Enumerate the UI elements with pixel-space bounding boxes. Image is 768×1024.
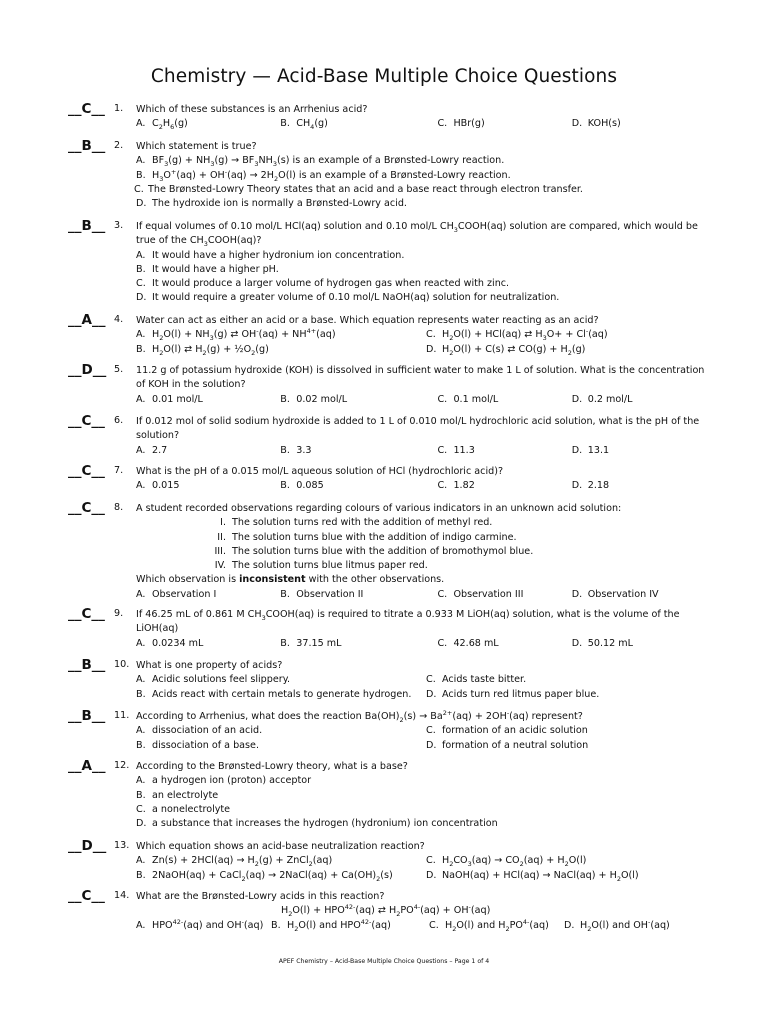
option-c: C. 0.1 mol/L — [437, 393, 499, 405]
option-b: B. $H_2O(l)$ ⇄ $H_2(g)$ + $\frac{1}{2}O_2(g)$ — [136, 343, 269, 357]
option-a: A. $BF_3(g) + NH_3(g) \to BF_3NH_3(s)$ is an example of a Brønsted-Lowry reaction. — [136, 155, 505, 169]
option-c: C. Observation III — [437, 588, 524, 600]
option-b: B. dissociation of a base. — [136, 739, 260, 751]
question-number: 9. — [114, 608, 124, 619]
question-stem: 11.2 g of potassium hydroxide (KOH) is dissolved in sufficient water to make 1 L of solution. What is the concentration of KOH in the solution? — [136, 365, 705, 391]
option-b: B. 2NaOH(aq) + CaCl$_2$(aq) → 2NaCl(aq) + $Ca(OH)_2(s)$ — [136, 869, 393, 883]
option-a: A. 0.0234 mL — [136, 637, 204, 649]
option-d: D. a substance that increases the hydrogen (hydronium) ion concentration — [136, 818, 498, 830]
option-b: B. $H_3O^+(aq) + OH^-(aq) \to 2H_2O(l)$ is an example of a Brønsted-Lowry reaction. — [136, 167, 511, 183]
question-stem: According to Arrhenius, what does the reaction $Ba(OH)_2(s) \to Ba^{2+}(aq) + 2OH^-(aq)$ represent? — [136, 708, 583, 724]
question-stem: A student recorded observations regarding colours of various indicators in an unknown acid solution: — [136, 503, 622, 514]
question-stem: Which equation shows an acid-base neutralization reaction? — [136, 841, 425, 852]
question-stem: Which of these substances is an Arrhenius acid? — [136, 104, 368, 115]
answer-mark: __B__ — [68, 218, 106, 234]
option-c: C. It would produce a larger volume of hydrogen gas when reacted with zinc. — [136, 278, 510, 290]
option-a: A. Observation I — [136, 588, 217, 600]
question-number: 4. — [114, 314, 124, 325]
answer-mark: __B__ — [68, 138, 106, 154]
observation-4: IV. The solution turns blue litmus paper red. — [214, 560, 428, 572]
page-title: Chemistry — Acid-Base Multiple Choice Questions — [150, 66, 618, 87]
answer-mark: __D__ — [68, 362, 107, 378]
question-number: 13. — [114, 840, 130, 851]
question-number: 6. — [114, 415, 124, 426]
option-d: D. It would require a greater volume of 0.10 mol/L NaOH(aq) solution for neutralization. — [136, 292, 560, 304]
question-stem-2: Which observation is inconsistent with the other observations. — [136, 574, 445, 586]
option-d: D. $H_2O(l)$ and OH-(aq) — [564, 917, 670, 933]
answer-mark: __C__ — [68, 888, 105, 904]
question-number: 12. — [114, 760, 130, 771]
option-a: A. $H_2O(l) + NH_3(g)$ ⇄ $OH^-(aq) + NH^{4+}(aq)$ — [136, 327, 336, 343]
question-stem: If 0.012 mol of solid sodium hydroxide is added to 1 L of 0.010 mol/L hydrochloric acid solution, what is the pH of the solution? — [136, 416, 700, 442]
option-a: A. Acidic solutions feel slippery. — [136, 674, 291, 686]
answer-mark: __B__ — [68, 708, 106, 724]
question-stem: If equal volumes of 0.10 mol/L HCl(aq) solution and 0.10 mol/L $CH_3COOH(aq)$ solution are compared, which would be true of the $CH_3COOH(aq)$? — [136, 221, 698, 249]
question-stem: What are the Brønsted-Lowry acids in this reaction? — [136, 891, 385, 902]
question-stem: According to the Brønsted-Lowry theory, what is a base? — [136, 761, 408, 772]
option-b: B. Observation II — [280, 588, 364, 600]
option-b: B. $CH_4(g)$ — [280, 118, 328, 132]
question-number: 10. — [114, 659, 130, 670]
option-a: A. $HPO^{42-}(aq)$ and OH-(aq) — [136, 917, 264, 931]
answer-mark: __C__ — [68, 606, 105, 622]
option-d: D. The hydroxide ion is normally a Brønsted-Lowry acid. — [136, 198, 407, 210]
option-d: D. Observation IV — [571, 588, 659, 600]
option-c: C. a nonelectrolyte — [136, 803, 231, 815]
option-d: D. 0.2 mol/L — [571, 393, 633, 405]
option-b: B. $H_2O(l)$ and $HPO^{42-}(aq)$ — [271, 917, 391, 933]
option-b: B. 37.15 mL — [280, 637, 342, 649]
option-b: B. 0.02 mol/L — [280, 393, 348, 405]
option-d: D. $H_2O(l) + C(s)$ ⇄ $CO(g) + H_2(g)$ — [426, 343, 586, 357]
option-b: B. an electrolyte — [136, 789, 219, 801]
option-a: A. $C_2H_6(g)$ — [136, 118, 188, 132]
option-d: D. KOH(s) — [571, 118, 621, 130]
observation-2: II. The solution turns blue with the addition of indigo carmine. — [217, 531, 517, 543]
question-stem: What is one property of acids? — [136, 660, 283, 671]
reaction-equation: $H_2O(l) + HPO^{42-}(aq)$ ⇄ $H_2PO^{4-}(aq) + OH^-(aq)$ — [281, 903, 491, 919]
answer-mark: __D__ — [68, 838, 107, 854]
answer-mark: __C__ — [68, 500, 105, 516]
option-c: C. $H_2CO_3(aq) \to CO_2(aq) + H_2O(l)$ — [426, 855, 587, 869]
option-a: A. 2.7 — [136, 444, 168, 456]
question-number: 14. — [114, 890, 130, 901]
option-a: A. a hydrogen ion (proton) acceptor — [136, 775, 312, 787]
option-a: A. 0.015 — [136, 480, 180, 492]
option-a: A. dissociation of an acid. — [136, 725, 263, 737]
question-number: 5. — [114, 364, 124, 375]
option-c: C. 1.82 — [437, 480, 475, 492]
question-number: 1. — [114, 103, 124, 114]
option-d: D. 13.1 — [571, 444, 610, 456]
question-number: 3. — [114, 220, 124, 231]
answer-mark: __A__ — [68, 758, 106, 774]
option-c: C. The Brønsted-Lowry Theory states that an acid and a base react through electron transfer. — [134, 183, 583, 195]
question-stem: If 46.25 mL of 0.861 M $CH_3COOH(aq)$ is required to titrate a 0.933 M LiOH(aq) solution, what is the volume of the LiOH(aq) — [136, 609, 680, 635]
option-c: C. $H_2O(l)$ and $H_2PO^{4-}(aq)$ — [429, 917, 549, 933]
page-footer: APEF Chemistry – Acid-Base Multiple Choice Questions – Page 1 of 4 — [278, 958, 490, 965]
answer-mark: __C__ — [68, 101, 105, 117]
observation-3: III. The solution turns blue with the addition of bromothymol blue. — [214, 545, 534, 557]
option-b: B. It would have a higher pH. — [136, 263, 279, 275]
option-c: C. $H_2O(l) + HCl(aq)$ ⇄ $H_3O+ + Cl^-(aq)$ — [426, 327, 608, 343]
option-c: C. 42.68 mL — [437, 637, 499, 649]
answer-mark: __C__ — [68, 463, 105, 479]
option-a: A. It would have a higher hydronium ion concentration. — [136, 249, 405, 261]
option-d: D. formation of a neutral solution — [426, 739, 589, 751]
option-b: B. Acids react with certain metals to generate hydrogen. — [136, 688, 412, 700]
option-d: D. Acids turn red litmus paper blue. — [426, 688, 600, 700]
observation-1: I. The solution turns red with the addition of methyl red. — [220, 517, 493, 529]
question-number: 2. — [114, 140, 124, 151]
answer-mark: __B__ — [68, 657, 106, 673]
question-stem: Which statement is true? — [136, 141, 257, 152]
option-c: C. 11.3 — [437, 444, 475, 456]
option-a: A. 0.01 mol/L — [136, 393, 203, 405]
answer-mark: __C__ — [68, 413, 105, 429]
option-d: D. NaOH(aq) + HCl(aq) → NaCl(aq) + $H_2O(l)$ — [426, 869, 639, 883]
answer-mark: __A__ — [68, 312, 106, 328]
option-a: A. $Zn(s) + 2HCl(aq) \to H_2(g)$ + ZnCl$_2$(aq) — [136, 855, 333, 869]
option-c: C. HBr(g) — [437, 118, 485, 130]
option-c: C. formation of an acidic solution — [426, 725, 588, 737]
option-b: B. 3.3 — [280, 444, 312, 456]
question-stem: Water can act as either an acid or a base. Which equation represents water reacting as an acid? — [136, 315, 599, 326]
question-number: 7. — [114, 465, 124, 476]
option-c: C. Acids taste bitter. — [426, 674, 527, 686]
question-number: 8. — [114, 502, 124, 513]
question-number: 11. — [114, 710, 130, 721]
option-d: D. 50.12 mL — [571, 637, 633, 649]
option-d: D. 2.18 — [571, 480, 610, 492]
option-b: B. 0.085 — [280, 480, 324, 492]
question-stem: What is the pH of a 0.015 mol/L aqueous solution of HCl (hydrochloric acid)? — [136, 466, 504, 477]
